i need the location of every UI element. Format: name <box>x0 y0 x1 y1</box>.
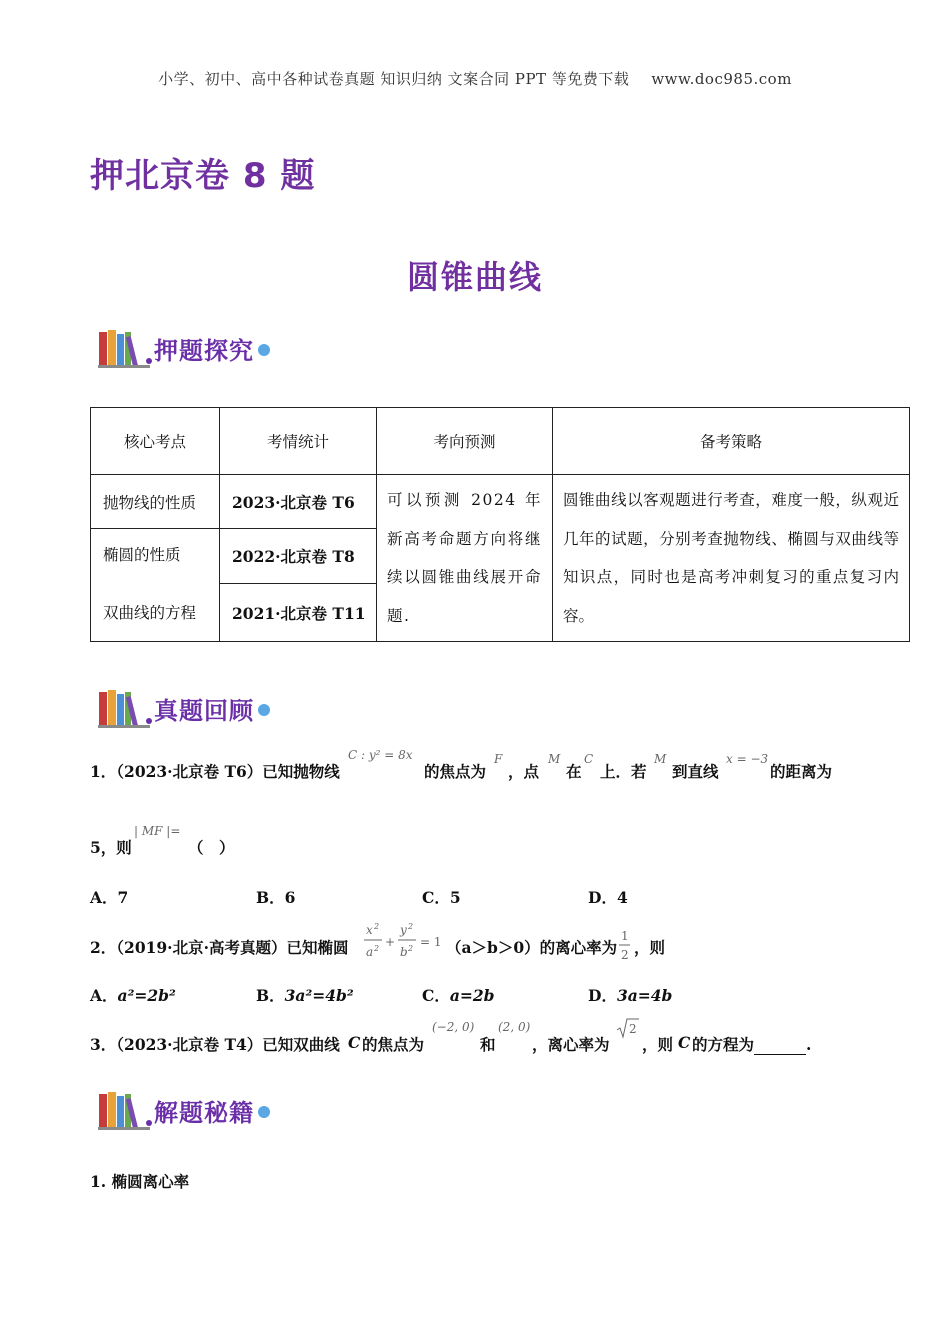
th-prediction: 考向预测 <box>377 408 553 475</box>
strategy-text: 圆锥曲线以客观题进行考查，难度一般，纵观近几年的试题，分别考查抛物线、椭圆与双曲线等知识点，同时也是高考冲刺复习的重点复习内容。 <box>553 475 910 642</box>
analysis-table <box>90 407 910 642</box>
svg-text:x: x <box>366 923 373 937</box>
svg-text:2: 2 <box>629 1022 637 1036</box>
prediction-text: 可以预测 2024 年新高考命题方向将继续以圆锥曲线展开命题. <box>377 475 553 642</box>
q1-text-4: 上．若 <box>600 762 647 781</box>
table-header-row <box>91 408 910 475</box>
page-header <box>0 68 950 89</box>
q2-condition: （a＞b＞0）的离心率为 <box>446 938 618 957</box>
books-icon <box>98 1090 152 1130</box>
q2-option-a: A．a²=2b² <box>90 986 176 1005</box>
section-dot-icon <box>258 1106 270 1118</box>
q1-mf: | MF |= <box>134 824 181 838</box>
svg-text:a: a <box>366 945 374 959</box>
section-label-review: 真题回顾 <box>154 696 254 725</box>
q1-option-d: D．4 <box>588 888 628 907</box>
q3-answer-blank <box>754 1040 806 1055</box>
section-heading-secrets <box>98 1088 270 1132</box>
q2-prefix: 2．（2019·北京·高考真题）已知椭圆 <box>90 938 349 957</box>
section-label-secrets: 解题秘籍 <box>154 1098 254 1127</box>
q3-text-1: 的焦点为 <box>362 1035 425 1054</box>
q3-sqrt2 <box>616 1016 640 1040</box>
q1-text-2: ，点 <box>508 762 540 781</box>
svg-text:2: 2 <box>374 922 380 931</box>
q1-text-5: 到直线 <box>672 762 719 781</box>
books-icon <box>98 328 152 368</box>
books-icon <box>98 688 152 728</box>
header-text: 小学、初中、高中各种试卷真题 知识归纳 文案合同 PPT 等免费下载 <box>158 70 630 88</box>
stat-2022: 2022·北京卷 T8 <box>220 529 377 584</box>
q1-math-M: M <box>548 752 561 766</box>
section-heading-review <box>98 686 270 730</box>
th-stats: 考情统计 <box>220 408 377 475</box>
point-ellipse-hyperbola <box>91 529 220 642</box>
q3-C: C <box>348 1033 361 1052</box>
table-row <box>91 475 910 529</box>
q2-option-b: B．3a²=4b² <box>256 986 354 1005</box>
q2-option-d: D．3a=4b <box>588 986 673 1005</box>
q2-option-b-math: 3a²=4b² <box>284 986 354 1005</box>
svg-text:2: 2 <box>621 948 629 962</box>
page-title: 押北京卷 8 题 <box>90 156 316 196</box>
svg-text:2: 2 <box>408 922 414 931</box>
q1-math-C: C <box>584 752 594 766</box>
q1-option-c: C．5 <box>422 888 461 907</box>
svg-text:= 1: = 1 <box>420 935 442 949</box>
section-label-exploration: 押题探究 <box>154 336 254 365</box>
q3-text-2: ，离心率为 <box>532 1035 610 1054</box>
q3-focus-1: (−2, 0) <box>432 1020 475 1034</box>
svg-text:2: 2 <box>374 944 380 953</box>
q3-C2: C <box>678 1033 691 1052</box>
secret-item-1: 1. 椭圆离心率 <box>90 1172 190 1191</box>
q3-focus-2: (2, 0) <box>498 1020 531 1034</box>
svg-text:b: b <box>400 945 408 959</box>
q1-prefix: 1．（2023·北京卷 T6）已知抛物线 <box>90 762 340 781</box>
q1-text-6: 的距离为 <box>770 762 833 781</box>
point-ellipse: 椭圆的性质 <box>103 546 181 564</box>
section-heading-exploration <box>98 326 270 370</box>
q1-math-F: F <box>494 752 503 766</box>
q1-text-7: 5，则 <box>90 838 132 857</box>
q1-option-b: B．6 <box>256 888 296 907</box>
section-dot-icon <box>258 344 270 356</box>
q1-paren: （ ） <box>188 838 235 857</box>
stat-2023: 2023·北京卷 T6 <box>220 475 377 529</box>
q1-math-M2: M <box>654 752 667 766</box>
page-subtitle: 圆锥曲线 <box>406 258 543 296</box>
svg-text:+: + <box>385 935 396 949</box>
th-strategy: 备考策略 <box>553 408 910 475</box>
q2-option-a-math: a²=2b² <box>117 986 176 1005</box>
q3-text-3: ，则 <box>642 1035 674 1054</box>
svg-text:1: 1 <box>621 929 629 943</box>
q1-line-equation: x = −3 <box>726 752 769 766</box>
question-1-line-1 <box>90 760 340 782</box>
q2-option-d-math: 3a=4b <box>616 986 673 1005</box>
th-core: 核心考点 <box>91 408 220 475</box>
q3-and: 和 <box>480 1035 496 1054</box>
q1-text-3: 在 <box>566 762 582 781</box>
q2-option-c: C．a=2b <box>422 986 495 1005</box>
stat-2021: 2021·北京卷 T11 <box>220 584 377 642</box>
q1-parabola-equation: C : y² = 8x <box>348 748 413 762</box>
point-parabola: 抛物线的性质 <box>91 475 220 529</box>
q1-text-1: 的焦点为 <box>424 762 487 781</box>
svg-text:y: y <box>400 923 407 937</box>
q2-option-c-math: a=2b <box>449 986 495 1005</box>
point-hyperbola: 双曲线的方程 <box>103 604 197 622</box>
q2-eccentricity-half <box>618 926 632 966</box>
q3-text-4: 的方程为 . <box>692 1035 812 1054</box>
q2-ellipse-equation <box>362 920 442 966</box>
q1-option-a: A．7 <box>90 888 129 907</box>
q2-end: ，则 <box>634 938 666 957</box>
section-dot-icon <box>258 704 270 716</box>
header-site: www.doc985.com <box>651 70 792 88</box>
q3-prefix: 3．（2023·北京卷 T4）已知双曲线 <box>90 1035 340 1054</box>
svg-text:2: 2 <box>408 944 414 953</box>
